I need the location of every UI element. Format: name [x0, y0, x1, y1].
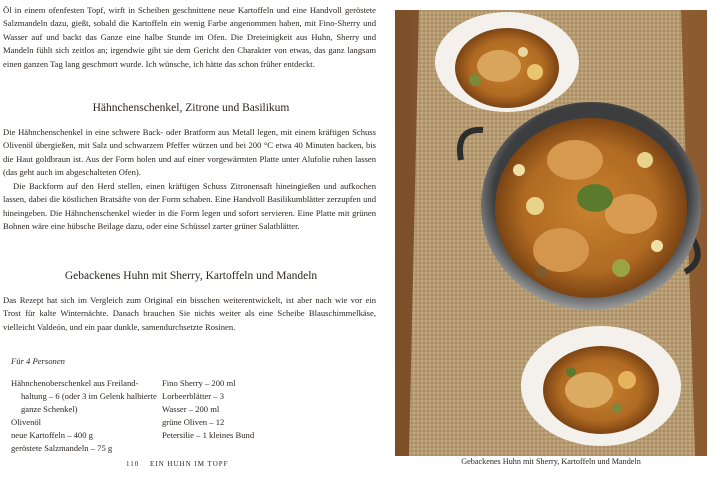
serves-note: Für 4 Personen: [11, 356, 65, 366]
recipe1-paragraph-2: Die Backform auf den Herd stellen, einen kräftigen Schuss Zitronensaft hineingießen und aufkochen lassen, dabei die köstlichen Bratsäfte von der Form schaben. Eine Handvoll Basilikumblätter zerzupfen und hineingeben. Die Hähnchenschenkel wieder in die Form legen und sofort servieren. Eine Platte mit grünen Bohnen wäre eine hübsche Beilage dazu, oder eine Schüssel zarter grüner Salatblätter.: [3, 181, 376, 232]
ingredient-item: geröstete Salzmandeln – 75 g: [11, 443, 113, 453]
ingredient-item: grüne Oliven – 12: [162, 417, 225, 427]
recipe1-paragraph-1: Die Hähnchenschenkel in eine schwere Back- oder Bratform aus Metall legen, mit einem kräftigen Schuss Olivenöl übergießen, mit Salz und schwarzem Pfeffer würzen und bei 200 °C etwa 40 Minuten backen, bis die Haut goldbraun ist. Aus der Form holen und auf einer vorgewärmten Platte unter Alufolie ruhen lassen (das geht auch im abgeschalteten Ofen).: [3, 127, 376, 178]
ingredient-item: Hähnchenoberschenkel aus Freiland- haltung – 6 (oder 3 im Gelenk halbierte ganze Schenkel): [11, 378, 157, 414]
ingredient-item: Wasser – 200 ml: [162, 404, 220, 414]
ingredients-right-list: [162, 377, 322, 442]
page-footer: [126, 460, 229, 468]
intro-paragraph: Öl in einem ofenfesten Topf, wirft in Scheiben geschnittene neue Kartoffeln und eine Handvoll geröstete Salzmandeln dazu, gießt, sobald die Kartoffeln ein wenig Farbe angenommen haben, mit Fino-Sherry und Wasser auf und backt das Ganze eine halbe Stunde im Ofen. Die Dreieinigkeit aus Huhn, Sherry und Mandeln fühlt sich zeitlos an; irgendwie gibt sie dem Gericht den Charakter von etwas, das ganz langsam einen ganzen Tag lang geschmort wurde. Ich wünsche, ich hätte das schon früher entdeckt.: [3, 5, 376, 69]
running-title: EIN HUHN IM TOPF: [150, 460, 229, 468]
ingredient-item: Petersilie – 1 kleines Bund: [162, 430, 255, 440]
photo-caption: Gebackenes Huhn mit Sherry, Kartoffeln und Mandeln: [461, 457, 641, 466]
food-photo-illustration: [395, 10, 707, 456]
recipe-title-baked-chicken: Gebackenes Huhn mit Sherry, Kartoffeln und Mandeln: [64, 270, 318, 282]
ingredient-item: Lorbeerblätter – 3: [162, 391, 225, 401]
ingredient-item: neue Kartoffeln – 400 g: [11, 430, 93, 440]
recipe2-paragraph-1: Das Rezept hat sich im Vergleich zum Original ein bisschen weiterentwickelt, ist aber nach wie vor ein Trost für kalte Winternächte. Danach brauchen Sie nichts weiter als eine Scheibe Blauschimmelkäse, vielleicht Valdeón, und ein paar dunkle, samendurchsetzte Rosinen.: [3, 295, 376, 332]
food-photo: [395, 10, 707, 456]
ingredient-item: Olivenöl: [11, 417, 42, 427]
page-number: 110: [126, 460, 140, 468]
ingredients-left-list: [11, 377, 161, 455]
recipe-title-chicken-lemon-basil: Hähnchenschenkel, Zitrone und Basilikum: [92, 102, 290, 114]
ingredient-item: Fino Sherry – 200 ml: [162, 378, 236, 388]
